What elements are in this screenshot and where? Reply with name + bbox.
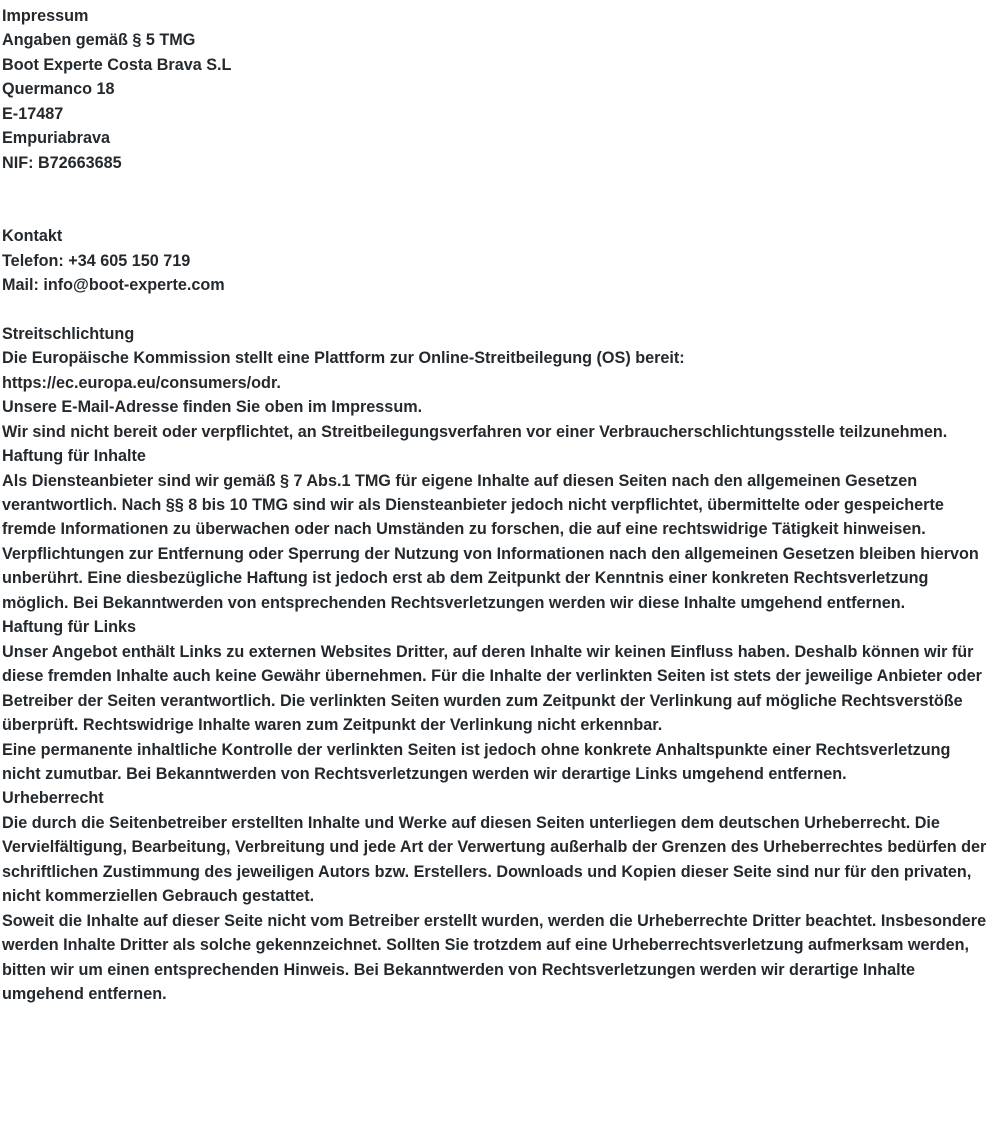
spacer-before-kontakt	[2, 200, 992, 224]
section-urheberrecht	[2, 786, 992, 1006]
section-heading-streitschlichtung: Streitschlichtung	[2, 324, 135, 343]
liability-content-paragraph-2: Verpflichtungen zur Entfernung oder Sperrung der Nutzung von Informationen nach den allgemeinen Gesetzen bleiben hiervon unberührt. Eine diesbezügliche Haftung ist jedoch erst ab dem Zeitpunkt der Kenntnis einer konkreten Rechtsverletzung möglich. Bei Bekanntwerden von entsprechenden Rechtsverletzungen werden wir diese Inhalte umgehend entfernen.	[2, 544, 979, 612]
contact-line-phone: Telefon: +34 605 150 719	[2, 251, 191, 270]
section-heading-impressum: Impressum	[2, 7, 89, 25]
copyright-paragraph-1: Die durch die Seitenbetreiber erstellten Inhalte und Werke auf diesen Seiten unterliegen dem deutschen Urheberrecht. Die Vervielfältigung, Bearbeitung, Verbreitung und jede Art der Verwertung außerhalb der Grenzen des Urheberrechtes bedürfen der schriftlichen Zustimmung des jeweiligen Autors bzw. Erstellers. Downloads und Kopien dieser Seite sind nur für den privaten, nicht kommerziellen Gebrauch gestattet.	[2, 813, 987, 906]
liability-links-paragraph-1: Unser Angebot enthält Links zu externen Websites Dritter, auf deren Inhalte wir keinen Einfluss haben. Deshalb können wir für diese fremden Inhalte auch keine Gewähr übernehmen. Für die Inhalte der verlinkten Seiten ist stets der jeweilige Anbieter oder Betreiber der Seiten verantwortlich. Die verlinkten Seiten wurden zum Zeitpunkt der Verlinkung auf mögliche Rechtsverstöße überprüft. Rechtswidrige Inhalte waren zum Zeitpunkt der Verlinkung nicht erkennbar.	[2, 642, 982, 735]
copyright-paragraph-2: Soweit die Inhalte auf dieser Seite nicht vom Betreiber erstellt wurden, werden die Urheberrechte Dritter beachtet. Insbesondere werden Inhalte Dritter als solche gekennzeichnet. Sollten Sie trotzdem auf eine Urheberrechtsverletzung aufmerksam werden, bitten wir um einen entsprechenden Hinweis. Bei Bekanntwerden von Rechtsverletzungen werden wir derartige Inhalte umgehend entfernen.	[2, 911, 987, 1004]
imprint-line-postal-code: E-17487	[2, 104, 64, 123]
imprint-line-street: Quermanco 18	[2, 80, 115, 99]
section-haftung-fuer-inhalte	[2, 444, 992, 615]
imprint-line-tax-id: NIF: B72663685	[2, 153, 122, 172]
liability-content-paragraph-1: Als Diensteanbieter sind wir gemäß § 7 Abs.1 TMG für eigene Inhalte auf diesen Seiten nach den allgemeinen Gesetzen verantwortlich. Nach §§ 8 bis 10 TMG sind wir als Diensteanbieter jedoch nicht verpflichtet, übermittelte oder gespeicherte fremde Informationen zu überwachen oder nach Umständen zu forschen, die auf eine rechtswidrige Tätigkeit hinweisen.	[2, 471, 944, 539]
section-heading-urheberrecht: Urheberrecht	[2, 789, 104, 808]
spacer-after-impressum	[2, 175, 992, 199]
section-heading-haftung-inhalte: Haftung für Inhalte	[2, 447, 146, 466]
imprint-line-company-name: Boot Experte Costa Brava S.L	[2, 55, 232, 74]
dispute-line-platform: Die Europäische Kommission stellt eine Plattform zur Online-Streitbeilegung (OS) bereit:	[2, 349, 685, 368]
section-streitschlichtung	[2, 322, 992, 444]
section-haftung-fuer-links	[2, 615, 992, 786]
section-kontakt	[2, 224, 992, 297]
contact-line-email: Mail: info@boot-experte.com	[2, 275, 225, 294]
spacer-before-streitschlichtung	[2, 297, 992, 321]
dispute-line-email-reference: Unsere E-Mail-Adresse finden Sie oben im Impressum.	[2, 398, 423, 417]
imprint-line-city: Empuriabrava	[2, 129, 110, 148]
section-heading-haftung-links: Haftung für Links	[2, 618, 136, 637]
dispute-paragraph-participation: Wir sind nicht bereit oder verpflichtet, an Streitbeilegungsverfahren vor einer Verbraucherschlichtungsstelle teilzunehmen.	[2, 422, 948, 441]
imprint-line-legal-basis: Angaben gemäß § 5 TMG	[2, 31, 196, 50]
section-heading-kontakt: Kontakt	[2, 227, 63, 246]
section-impressum	[2, 4, 992, 175]
dispute-line-odr-url: https://ec.europa.eu/consumers/odr.	[2, 373, 281, 392]
liability-links-paragraph-2: Eine permanente inhaltliche Kontrolle der verlinkten Seiten ist jedoch ohne konkrete Anhaltspunkte einer Rechtsverletzung nicht zumutbar. Bei Bekanntwerden von Rechtsverletzungen werden wir derartige Links umgehend entfernen.	[2, 740, 951, 783]
